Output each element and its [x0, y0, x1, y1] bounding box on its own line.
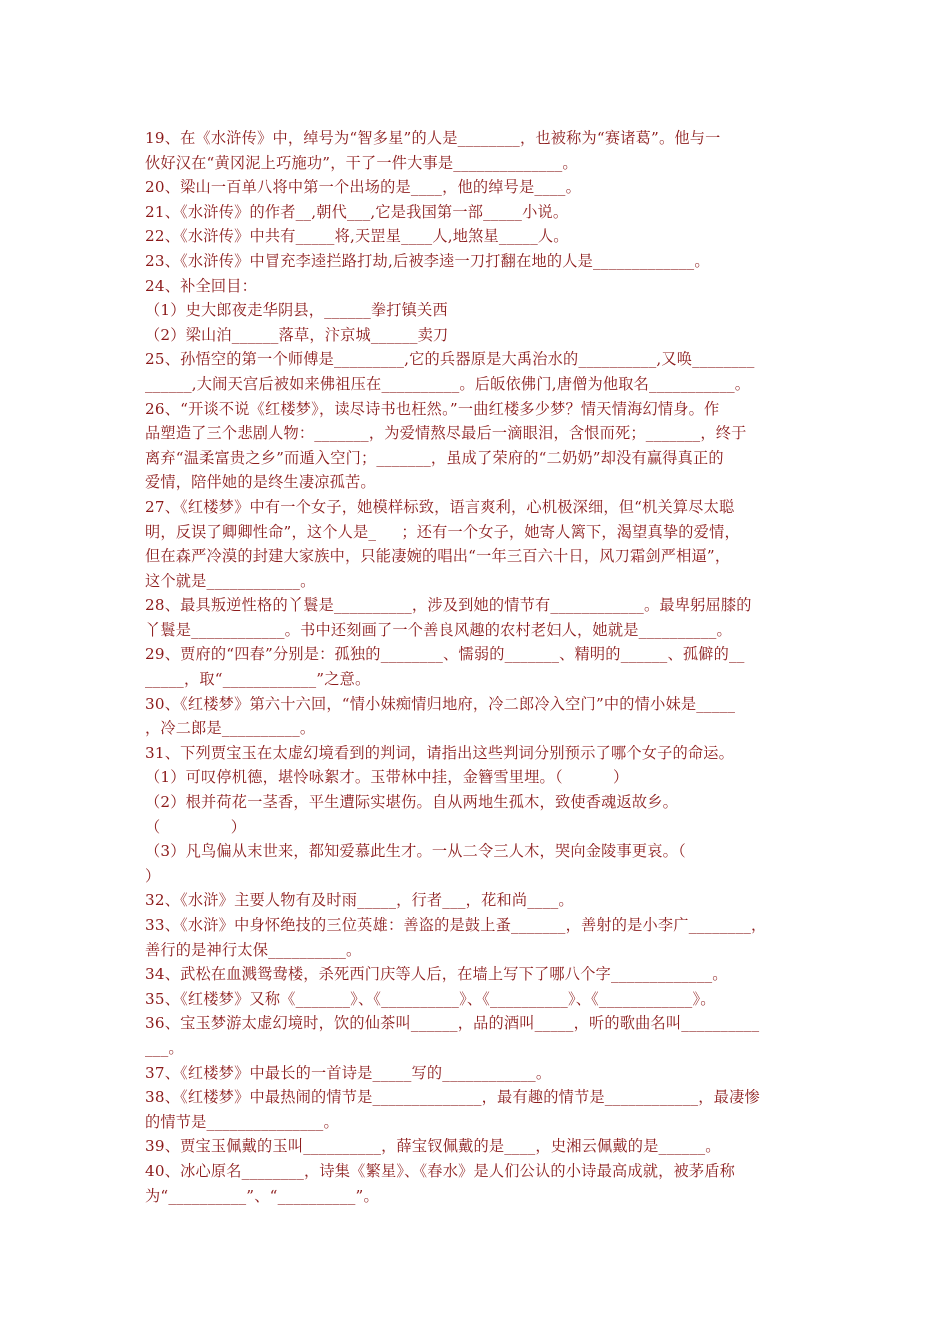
text-line: 20、梁山一百单八将中第一个出场的是____，他的绰号是____。 — [145, 178, 581, 197]
text-line: （1）可叹停机德，堪怜咏絮才。玉带林中挂，金簪雪里埋。（ ） — [145, 768, 629, 787]
text-line: 26、“开谈不说《红楼梦》，读尽诗书也枉然。”一曲红楼多少梦？情天情海幻情身。作 — [145, 399, 720, 418]
text-line: 爱情，陪伴她的是终生凄凉孤苦。 — [145, 473, 376, 492]
text-line: 25、孙悟空的第一个师傅是_________,它的兵器原是大禹治水的__________,又唤________ — [145, 350, 755, 369]
text-line: 35、《红楼梦》又称《_______》、《__________》、《__________》、《____________》。 — [145, 989, 716, 1008]
text-line: 22、《水浒传》中共有_____将,天罡星____人,地煞星_____人。 — [145, 227, 569, 246]
text-line: 品塑造了三个悲剧人物：_______，为爱情熬尽最后一滴眼泪，含恨而死；_______，终于 — [145, 424, 747, 443]
text-line: 32、《水浒》主要人物有及时雨_____，行者___，花和尚____。 — [145, 891, 574, 910]
text-line: （ ） — [145, 817, 247, 836]
text-line: 24、补全回目： — [145, 276, 258, 295]
text-line: （3）凡鸟偏从末世来，都知爱慕此生才。一从二令三人木，哭向金陵事更哀。（ — [145, 842, 686, 861]
text-line: 善行的是神行太保__________。 — [145, 940, 362, 959]
text-line: 34、武松在血溅鸳鸯楼，杀死西门庆等人后，在墙上写下了哪八个字_____________。 — [145, 965, 728, 984]
text-line: 30、《红楼梦》第六十六回，“情小妹痴情归地府，冷二郎冷入空门”中的情小妹是_____ — [145, 694, 736, 713]
text-line: 28、最具叛逆性格的丫鬟是__________，涉及到她的情节有____________。最卑躬屈膝的 — [145, 596, 752, 615]
text-line: ，冷二郎是__________。 — [145, 719, 316, 738]
text-line: 27、《红楼梦》中有一个女子，她模样标致，语言爽利，心机极深细，但“机关算尽太聪 — [145, 497, 735, 516]
text-line: _____，取“____________”之意。 — [145, 670, 371, 689]
text-line: （2）梁山泊______落草，汴京城______卖刀 — [145, 325, 449, 344]
text-line: （1）史大郎夜走华阴县，______拳打镇关西 — [145, 301, 448, 320]
text-line: 21、《水浒传》的作者__,朝代___,它是我国第一部_____小说。 — [145, 202, 569, 221]
text-line: 31、下列贾宝玉在太虚幻境看到的判词，请指出这些判词分别预示了哪个女子的命运。 — [145, 743, 735, 762]
text-line: 38、《红楼梦》中最热闹的情节是______________，最有趣的情节是____________，最凄惨 — [145, 1088, 760, 1107]
text-line: 这个就是____________。 — [145, 571, 316, 590]
text-line: 离弃“温柔富贵之乡”而遁入空门；_______，虽成了荣府的“二奶奶”却没有赢得真正的 — [145, 448, 724, 467]
text-line: 39、贾宝玉佩戴的玉叫__________，薛宝钗佩戴的是____，史湘云佩戴的是______。 — [145, 1137, 721, 1156]
text-line: 但在森严冷漠的封建大家族中，只能凄婉的唱出“一年三百六十日，风刀霜剑严相逼”， — [145, 547, 731, 566]
text-line: 为“__________”、“__________”。 — [145, 1186, 379, 1205]
text-line: ___。 — [145, 1038, 184, 1057]
text-line: 23、《水浒传》中冒充李逵拦路打劫,后被李逵一刀打翻在地的人是_____________。 — [145, 251, 710, 270]
text-line: 伙好汉在“黄冈泥上巧施功”，干了一件大事是______________。 — [145, 153, 578, 172]
text-line: 40、冰心原名________，诗集《繁星》、《春水》是人们公认的小诗最高成就，被茅盾称 — [145, 1161, 736, 1180]
question-list — [145, 126, 813, 1208]
text-line: 丫鬟是____________。书中还刻画了一个善良风趣的农村老妇人，她就是__________。 — [145, 620, 732, 639]
text-line: ） — [145, 866, 161, 885]
text-line: 明，反误了卿卿性命”，这个人是_ ；还有一个女子，她寄人篱下，渴望真挚的爱情， — [145, 522, 740, 541]
text-line: 33、《水浒》中身怀绝技的三位英雄：善盗的是鼓上蚤_______，善射的是小李广________， — [145, 916, 767, 934]
text-line: 的情节是_______________。 — [145, 1112, 339, 1131]
text-line: 36、宝玉梦游太虚幻境时，饮的仙茶叫______，品的酒叫_____，听的歌曲名叫__________ — [145, 1014, 760, 1033]
text-line: （2）根并荷花一茎香，平生遭际实堪伤。自从两地生孤木，致使香魂返故乡。 — [145, 793, 679, 812]
text-line: 19、在《水浒传》中，绰号为“智多星”的人是________，也被称为“赛诸葛”。他与一 — [145, 129, 721, 147]
text-line: 29、贾府的“四春”分别是：孤独的________、懦弱的_______、精明的______、孤僻的__ — [145, 645, 745, 664]
text-line: ______,大闹天宫后被如来佛祖压在__________。后皈依佛门,唐僧为他取名___________。 — [145, 374, 751, 393]
text-line: 37、《红楼梦》中最长的一首诗是_____写的____________。 — [145, 1063, 552, 1082]
